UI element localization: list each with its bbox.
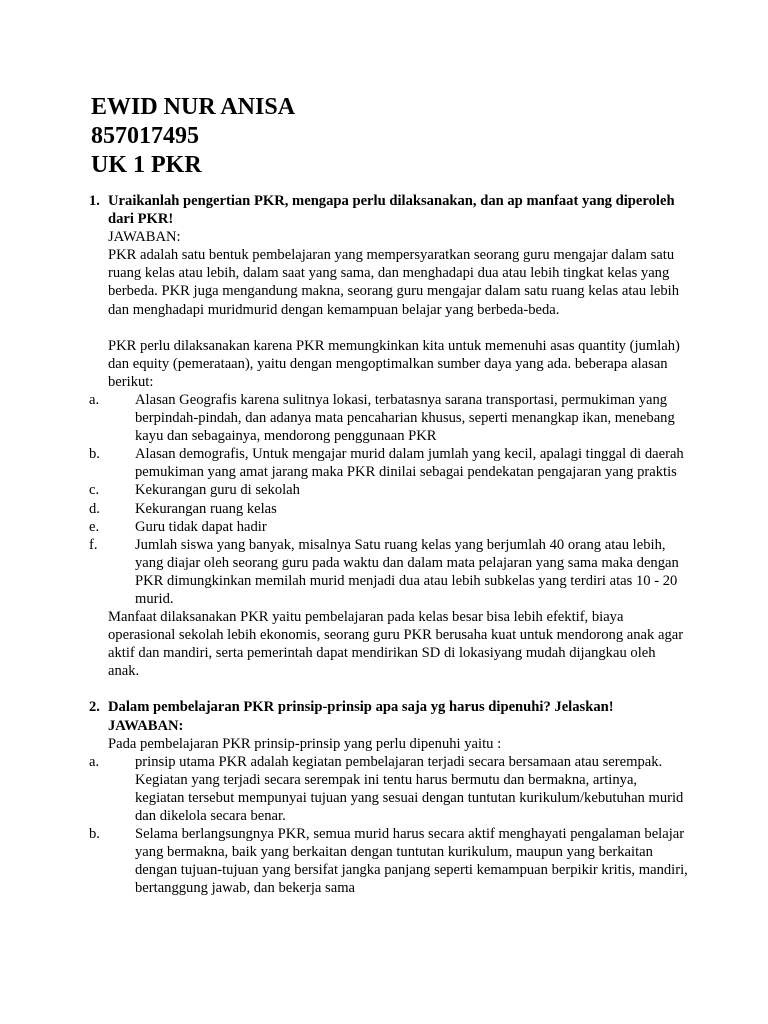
list-item-text: Jumlah siswa yang banyak, misalnya Satu ruang kelas yang berjumlah 40 orang atau lebih, yang diajar oleh seorang guru pada waktu dan dalam mata pelajaran yang sama maka dengan PKR dimungkinkan memilah murid menjadi dua atau lebih subkelas yang terdiri atas 10 - 20 murid. bbox=[135, 536, 679, 607]
document-header bbox=[91, 93, 295, 180]
question-text: Uraikanlah pengertian PKR, mengapa perlu dilaksanakan, dan ap manfaat yang diperoleh dari PKR! bbox=[108, 193, 675, 228]
question-1 bbox=[89, 192, 689, 680]
principle-list bbox=[89, 753, 689, 898]
answer-label: JAWABAN: bbox=[108, 717, 184, 734]
list-item bbox=[89, 753, 689, 825]
answer-paragraph: PKR perlu dilaksanakan karena PKR memungkinkan kita untuk memenuhi asas quantity (jumlah) dan equity (pemerataan), yaitu dengan mengoptimalkan sumber daya yang ada. beberapa alasan berikut: bbox=[108, 337, 680, 390]
list-item-letter: b. bbox=[89, 826, 100, 843]
list-item-text: prinsip utama PKR adalah kegiatan pembelajaran terjadi secara bersamaan atau serempak. Kegiatan yang terjadi secara serempak ini tentu harus bermutu dan bermakna, artinya, kegiatan tersebut mempunyai tujuan yang sesuai dengan tuntutan kurikulum/kebutuhan murid dan dikelola secara benar. bbox=[135, 753, 684, 824]
list-item-text: Alasan demografis, Untuk mengajar murid dalam jumlah yang kecil, apalagi tinggal di daerah pemukiman yang amat jarang maka PKR dinilai sebagai pendekatan pengajaran yang praktis bbox=[135, 446, 684, 481]
answer-label: JAWABAN: bbox=[108, 229, 181, 246]
list-item-letter: c. bbox=[89, 482, 100, 499]
list-item bbox=[89, 481, 689, 499]
question-number: 2. bbox=[89, 699, 100, 716]
answer-intro: Pada pembelajaran PKR prinsip-prinsip yang perlu dipenuhi yaitu : bbox=[108, 735, 502, 752]
list-item-text: Selama berlangsungnya PKR, semua murid harus secara aktif menghayati pengalaman belajar yang bermakna, baik yang berkaitan dengan tuntutan kurikulum, maupun yang berkaitan dengan tujuan-tujuan yang bersifat jangka panjang seperti kemampuan berpikir kritis, mandiri, bertanggung jawab, dan bekerja sama bbox=[135, 826, 688, 897]
answer-paragraph: PKR adalah satu bentuk pembelajaran yang mempersyaratkan seorang guru mengajar dalam satu ruang kelas atau lebih, dalam saat yang sama, dan menghadapi dua atau lebih tingkat kelas yang berbeda. PKR juga mengandung makna, seorang guru mengajar dalam satu ruang kelas atau lebih dan menghadapi muridmurid dengan kemampuan belajar yang berbeda-beda. bbox=[108, 247, 680, 318]
list-item-letter: f. bbox=[89, 536, 98, 553]
list-item bbox=[89, 518, 689, 536]
list-item bbox=[89, 825, 689, 897]
answer-paragraph: Manfaat dilaksanakan PKR yaitu pembelajaran pada kelas besar bisa lebih efektif, biaya operasional sekolah lebih ekonomis, seorang guru PKR berusaha kuat untuk mendorong anak agar aktif dan mandiri, serta pemerintah dapat mendirikan SD di lokasiyang mudah dijangkau oleh anak. bbox=[108, 609, 684, 680]
list-item bbox=[89, 500, 689, 518]
student-id: 857017495 bbox=[91, 123, 199, 149]
question-text: Dalam pembelajaran PKR prinsip-prinsip apa saja yg harus dipenuhi? Jelaskan! bbox=[108, 699, 614, 716]
list-item bbox=[89, 445, 689, 481]
list-item-text: Kekurangan ruang kelas bbox=[135, 500, 277, 517]
reason-list bbox=[89, 391, 689, 608]
list-item-text: Alasan Geografis karena sulitnya lokasi, terbatasnya sarana transportasi, permukiman yang berpindah-pindah, dan adanya mata pencaharian khusus, seperti menangkap ikan, menebang kayu dan sebagainya, mendorong penggunaan PKR bbox=[135, 391, 675, 445]
list-item-text: Guru tidak dapat hadir bbox=[135, 518, 267, 535]
question-number: 1. bbox=[89, 193, 100, 209]
list-item-text: Kekurangan guru di sekolah bbox=[135, 482, 300, 499]
question-2 bbox=[89, 698, 689, 897]
student-name: EWID NUR ANISA bbox=[91, 94, 296, 120]
list-item-letter: a. bbox=[89, 753, 100, 770]
list-item-letter: b. bbox=[89, 446, 100, 463]
list-item-letter: a. bbox=[89, 391, 100, 408]
list-item-letter: e. bbox=[89, 518, 100, 535]
document-body bbox=[89, 192, 689, 897]
list-item bbox=[89, 536, 689, 608]
list-item bbox=[89, 391, 689, 445]
document-subject: UK 1 PKR bbox=[91, 152, 202, 178]
list-item-letter: d. bbox=[89, 500, 100, 517]
